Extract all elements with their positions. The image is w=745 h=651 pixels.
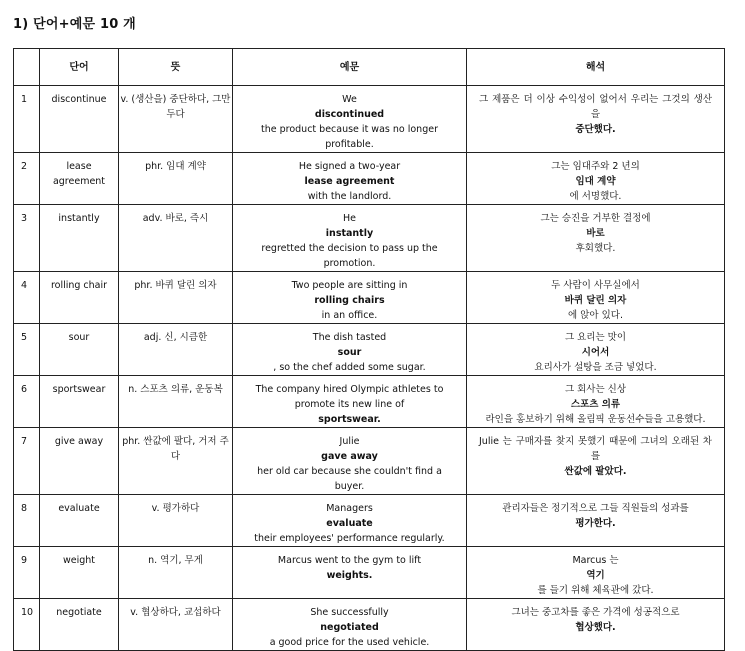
word-cell: rolling chair xyxy=(40,272,119,324)
translation-sentence xyxy=(467,553,724,598)
translation-text: 그 제품은 더 이상 수익성이 없어서 우리는 그것의 생산을 xyxy=(479,94,712,120)
example-text: Marcus went to the gym to lift xyxy=(277,555,422,566)
example-sentence xyxy=(233,159,466,204)
example-text: a good price for the used vehicle. xyxy=(269,637,430,648)
row-number-text: 10 xyxy=(21,607,34,618)
translation-text: 에 앉아 있다. xyxy=(568,310,623,321)
row-number xyxy=(14,547,40,599)
example-sentence xyxy=(233,330,466,375)
example-cell xyxy=(233,599,467,651)
translation-highlight: 바퀴 달린 의자 xyxy=(564,295,627,306)
row-number xyxy=(14,205,40,272)
word-cell: sportswear xyxy=(40,376,119,428)
translation-text: 그녀는 중고차를 좋은 가격에 성공적으로 xyxy=(511,607,680,618)
table-row xyxy=(14,205,725,272)
row-number xyxy=(14,272,40,324)
table-row xyxy=(14,324,725,376)
meaning-cell: adj. 신, 시큼한 xyxy=(119,324,233,376)
example-sentence xyxy=(233,92,466,152)
example-highlight: instantly xyxy=(325,228,374,239)
example-cell xyxy=(233,205,467,272)
example-highlight: negotiated xyxy=(320,622,379,633)
word-cell: evaluate xyxy=(40,495,119,547)
translation-cell xyxy=(467,272,725,324)
example-highlight: weights. xyxy=(326,570,373,581)
meaning-cell: phr. 싼값에 팔다, 거저 주다 xyxy=(119,428,233,495)
row-number xyxy=(14,86,40,153)
example-cell xyxy=(233,324,467,376)
translation-sentence xyxy=(467,159,724,204)
example-text: The company hired Olympic athletes to promote its new line of xyxy=(255,384,444,410)
meaning-cell: v. (생산을) 중단하다, 그만두다 xyxy=(119,86,233,153)
translation-text: Marcus 는 xyxy=(572,555,619,566)
word-cell: sour xyxy=(40,324,119,376)
header-meaning: 뜻 xyxy=(119,49,233,86)
translation-cell xyxy=(467,428,725,495)
example-sentence xyxy=(233,278,466,323)
translation-text: 두 사람이 사무실에서 xyxy=(551,280,640,291)
example-text: The dish tasted xyxy=(312,332,387,343)
meaning-cell: phr. 임대 계약 xyxy=(119,153,233,205)
word-cell: give away xyxy=(40,428,119,495)
meaning-cell: v. 평가하다 xyxy=(119,495,233,547)
translation-highlight: 역기 xyxy=(586,570,605,581)
translation-text: 그는 승진을 거부한 결정에 xyxy=(540,213,651,224)
example-text: Julie xyxy=(339,436,360,447)
example-text: We xyxy=(342,94,357,105)
example-highlight: sour xyxy=(337,347,362,358)
translation-sentence xyxy=(467,434,724,479)
example-sentence xyxy=(233,553,466,583)
translation-sentence xyxy=(467,605,724,635)
example-highlight: lease agreement xyxy=(304,176,395,187)
word-cell: discontinue xyxy=(40,86,119,153)
row-number-text: 9 xyxy=(21,555,28,566)
table-row xyxy=(14,428,725,495)
translation-text: 관리자들은 정기적으로 그들 직원들의 성과를 xyxy=(502,503,689,514)
translation-cell xyxy=(467,547,725,599)
row-number-text: 4 xyxy=(21,280,28,291)
example-sentence xyxy=(233,605,466,650)
table-row xyxy=(14,599,725,651)
translation-highlight: 시어서 xyxy=(581,347,610,358)
header-number xyxy=(14,49,40,86)
table-row xyxy=(14,272,725,324)
translation-text: Julie 는 구매자를 찾지 못했기 때문에 그녀의 오래된 차를 xyxy=(479,436,712,462)
translation-text: 라인을 홍보하기 위해 올림픽 운동선수들을 고용했다. xyxy=(485,414,706,425)
translation-sentence xyxy=(467,92,724,137)
example-sentence xyxy=(233,382,466,427)
example-text: regretted the decision to pass up the promotion. xyxy=(261,243,438,269)
example-highlight: sportswear. xyxy=(318,414,381,425)
example-highlight: gave away xyxy=(321,451,378,462)
example-text: He signed a two-year xyxy=(298,161,401,172)
translation-sentence xyxy=(467,330,724,375)
example-sentence xyxy=(233,211,466,271)
translation-text: 에 서명했다. xyxy=(569,191,622,202)
row-number xyxy=(14,153,40,205)
translation-sentence xyxy=(467,278,724,323)
row-number-text: 3 xyxy=(21,213,28,224)
translation-cell xyxy=(467,153,725,205)
row-number-text: 2 xyxy=(21,161,28,172)
translation-cell xyxy=(467,495,725,547)
translation-text: 그 회사는 신상 xyxy=(564,384,627,395)
translation-text: 요리사가 설탕을 조금 넣었다. xyxy=(534,362,657,373)
translation-text: 그 요리는 맛이 xyxy=(564,332,627,343)
example-cell xyxy=(233,153,467,205)
table-row xyxy=(14,495,725,547)
row-number-text: 5 xyxy=(21,332,28,343)
table-header-row xyxy=(14,49,725,86)
translation-text: 후회했다. xyxy=(575,243,616,254)
row-number-text: 8 xyxy=(21,503,28,514)
row-number-text: 1 xyxy=(21,94,28,105)
example-text: their employees' performance regularly. xyxy=(254,533,445,544)
row-number-text: 7 xyxy=(21,436,28,447)
example-text: Managers xyxy=(326,503,373,514)
document-title: 1) 단어+예문 10 개 xyxy=(13,17,136,32)
row-number xyxy=(14,495,40,547)
meaning-cell: n. 스포츠 의류, 운동복 xyxy=(119,376,233,428)
meaning-cell: n. 역기, 무게 xyxy=(119,547,233,599)
translation-highlight: 임대 계약 xyxy=(575,176,616,187)
row-number xyxy=(14,324,40,376)
example-text: , so the chef added some sugar. xyxy=(273,362,426,373)
translation-cell xyxy=(467,205,725,272)
table-row xyxy=(14,153,725,205)
row-number xyxy=(14,428,40,495)
table-row xyxy=(14,376,725,428)
translation-highlight: 중단했다. xyxy=(575,124,616,135)
example-cell xyxy=(233,376,467,428)
example-sentence xyxy=(233,501,466,546)
example-text: in an office. xyxy=(321,310,378,321)
example-highlight: rolling chairs xyxy=(314,295,385,306)
translation-sentence xyxy=(467,501,724,531)
translation-text: 그는 임대주와 2 년의 xyxy=(551,161,640,172)
header-translation: 해석 xyxy=(467,49,725,86)
translation-cell xyxy=(467,86,725,153)
example-sentence xyxy=(233,434,466,494)
example-cell xyxy=(233,428,467,495)
translation-text: 를 들기 위해 체육관에 갔다. xyxy=(537,585,654,596)
example-highlight: evaluate xyxy=(326,518,373,529)
example-cell xyxy=(233,86,467,153)
meaning-cell: adv. 바로, 즉시 xyxy=(119,205,233,272)
translation-sentence xyxy=(467,211,724,256)
table-row xyxy=(14,86,725,153)
translation-highlight: 싼값에 팔았다. xyxy=(564,466,627,477)
row-number xyxy=(14,376,40,428)
translation-highlight: 바로 xyxy=(586,228,605,239)
example-text: She successfully xyxy=(310,607,389,618)
word-cell: instantly xyxy=(40,205,119,272)
row-number-text: 6 xyxy=(21,384,28,395)
meaning-cell: phr. 바퀴 달린 의자 xyxy=(119,272,233,324)
translation-cell xyxy=(467,324,725,376)
row-number xyxy=(14,599,40,651)
translation-cell xyxy=(467,599,725,651)
example-text: He xyxy=(343,213,356,224)
example-text: the product because it was no longer profitable. xyxy=(261,124,438,150)
word-cell: weight xyxy=(40,547,119,599)
meaning-cell: v. 협상하다, 교섭하다 xyxy=(119,599,233,651)
example-cell xyxy=(233,495,467,547)
word-cell: lease agreement xyxy=(40,153,119,205)
translation-highlight: 협상했다. xyxy=(575,622,616,633)
translation-sentence xyxy=(467,382,724,427)
table-row xyxy=(14,547,725,599)
translation-cell xyxy=(467,376,725,428)
translation-highlight: 스포츠 의류 xyxy=(570,399,621,410)
vocabulary-table xyxy=(13,48,725,651)
example-cell xyxy=(233,272,467,324)
example-text: Two people are sitting in xyxy=(291,280,408,291)
header-example: 예문 xyxy=(233,49,467,86)
example-text: with the landlord. xyxy=(307,191,392,202)
example-text: her old car because she couldn't find a buyer. xyxy=(257,466,442,492)
example-highlight: discontinued xyxy=(314,109,385,120)
translation-highlight: 평가한다. xyxy=(575,518,616,529)
header-word: 단어 xyxy=(40,49,119,86)
example-cell xyxy=(233,547,467,599)
word-cell: negotiate xyxy=(40,599,119,651)
